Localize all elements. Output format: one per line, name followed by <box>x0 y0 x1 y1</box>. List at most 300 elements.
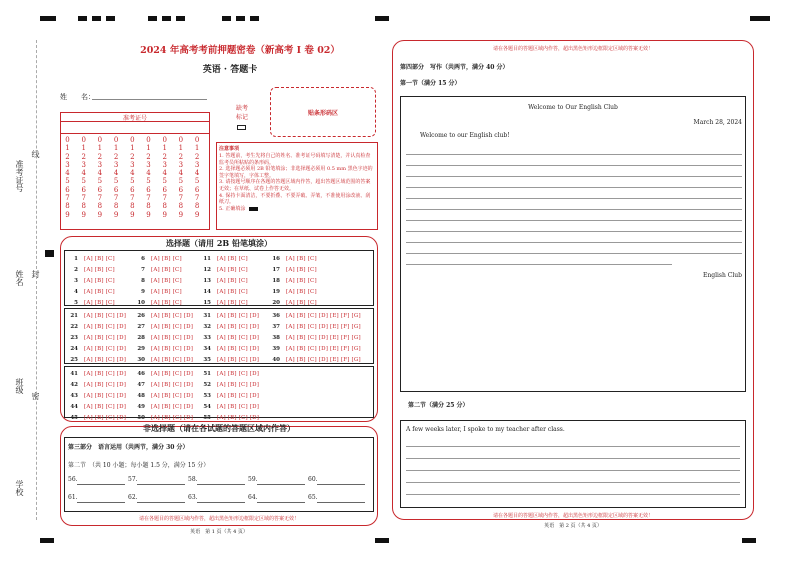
digit-column[interactable] <box>175 136 186 219</box>
mc-question[interactable] <box>133 310 193 321</box>
notice-item: 1. 答题前，考生先将自己的姓名、准考证号码填写清楚，并认真检查监考员所粘贴的条形码。 <box>219 153 371 166</box>
question-number: 27 <box>137 323 145 330</box>
mc-question[interactable] <box>268 253 317 264</box>
digit-bubble[interactable]: 9 <box>65 210 70 219</box>
barcode-label: 贴条形码区 <box>307 110 338 117</box>
reg-mark <box>78 16 87 21</box>
digit-bubble[interactable]: 0 <box>146 136 151 144</box>
writing-line[interactable] <box>406 470 740 471</box>
question-number: 18 <box>272 277 280 284</box>
answer-options[interactable]: [A] [B] [C] <box>84 266 115 273</box>
question-number: 46 <box>137 370 145 377</box>
answer-options[interactable]: [A] [B] [C] <box>286 299 317 306</box>
question-number: 12 <box>203 266 211 273</box>
answer-options[interactable]: [A] [B] [C] [D] <box>217 323 260 330</box>
writing-line[interactable] <box>406 198 742 199</box>
side-label-class: 班级 <box>15 378 24 394</box>
digit-bubble[interactable]: 0 <box>162 136 167 144</box>
answer-options[interactable]: [A] [B] [C] [D] <box>84 345 127 352</box>
digit-bubble[interactable]: 5 <box>178 177 184 186</box>
mc-question[interactable] <box>66 343 126 354</box>
digit-bubble[interactable]: 3 <box>81 160 86 169</box>
mc-question[interactable] <box>199 264 248 275</box>
question-number: 52 <box>203 381 211 388</box>
answer-options[interactable]: [A] [B] [C] <box>151 255 182 262</box>
digit-bubble[interactable]: 1 <box>162 144 167 153</box>
digit-bubble[interactable]: 7 <box>194 194 200 203</box>
digit-column[interactable] <box>127 136 138 219</box>
digit-bubble[interactable]: 0 <box>113 136 119 144</box>
mc-question[interactable] <box>199 297 248 308</box>
answer-options[interactable]: [A] [B] [C] [D] <box>217 403 260 410</box>
digit-bubble[interactable]: 6 <box>130 185 135 194</box>
digit-bubble[interactable]: 6 <box>162 185 167 194</box>
question-number: 32 <box>203 323 211 330</box>
answer-options[interactable]: [A] [B] [C] <box>217 277 248 284</box>
answer-options[interactable]: [A] [B] [C] [D] [E] [F] [G] <box>286 312 361 319</box>
blank-line[interactable] <box>257 484 305 485</box>
mc-question[interactable] <box>133 412 193 423</box>
answer-options[interactable]: [A] [B] [C] <box>151 277 182 284</box>
answer-options[interactable]: [A] [B] [C] <box>84 299 115 306</box>
answer-options[interactable]: [A] [B] [C] <box>217 266 248 273</box>
digit-bubble[interactable]: 1 <box>113 144 119 153</box>
digit-bubble[interactable]: 9 <box>146 210 151 219</box>
answer-options[interactable]: [A] [B] [C] [D] <box>217 345 260 352</box>
digit-bubble[interactable]: 2 <box>178 152 184 161</box>
mc-question[interactable] <box>199 321 259 332</box>
digit-bubble[interactable]: 3 <box>97 160 103 169</box>
mc-question[interactable] <box>199 286 248 297</box>
mc-question[interactable] <box>66 275 115 286</box>
writing-line[interactable] <box>406 242 742 243</box>
mc-question[interactable] <box>199 379 259 390</box>
right-warning-bottom: 请在各题目的答题区域内作答，超出黑色矩形边框限定区域的答案无效！ <box>492 513 653 519</box>
digit-bubble[interactable]: 0 <box>194 136 200 144</box>
right-warning-top: 请在各题目的答题区域内作答，超出黑色矩形边框限定区域的答案无效！ <box>492 46 653 52</box>
mc-question[interactable] <box>268 310 361 321</box>
question-number: 34 <box>203 345 211 352</box>
mc-question[interactable] <box>133 343 193 354</box>
mc-question[interactable] <box>133 264 182 275</box>
digit-bubble[interactable]: 3 <box>162 160 167 169</box>
answer-options[interactable]: [A] [B] [C] <box>151 266 182 273</box>
mc-question[interactable] <box>133 354 193 365</box>
digit-bubble[interactable]: 7 <box>81 194 86 203</box>
question-number: 49 <box>137 403 145 410</box>
answer-options[interactable]: [A] [B] [C] <box>286 277 317 284</box>
digit-bubble[interactable]: 2 <box>113 152 119 161</box>
answer-options[interactable]: [A] [B] [C] [D] <box>217 370 260 377</box>
answer-options[interactable]: [A] [B] [C] [D] <box>84 392 127 399</box>
mc-question[interactable] <box>199 412 259 423</box>
question-number: 50 <box>137 414 145 421</box>
digit-bubble[interactable]: 4 <box>97 169 103 178</box>
digit-bubble[interactable]: 7 <box>130 194 135 203</box>
digit-bubble[interactable]: 7 <box>113 194 119 203</box>
digit-bubble[interactable]: 4 <box>81 169 86 178</box>
mc-question[interactable] <box>66 412 126 423</box>
question-number: 9 <box>141 288 145 295</box>
mc-question[interactable] <box>199 332 259 343</box>
mc-question[interactable] <box>199 368 259 379</box>
digit-bubble[interactable]: 9 <box>97 210 103 219</box>
question-number: 6 <box>141 255 145 262</box>
mc-question[interactable] <box>133 390 193 401</box>
question-number: 55 <box>203 414 211 421</box>
digit-bubble[interactable]: 6 <box>81 185 86 194</box>
digit-bubble[interactable]: 0 <box>130 136 135 144</box>
answer-options[interactable]: [A] [B] [C] [D] <box>151 323 194 330</box>
question-number: 24 <box>70 345 78 352</box>
question-number: 31 <box>203 312 211 319</box>
digit-bubble[interactable]: 8 <box>146 202 151 211</box>
digit-bubble[interactable]: 3 <box>194 160 200 169</box>
digit-bubble[interactable]: 4 <box>65 169 70 178</box>
digit-bubble[interactable]: 8 <box>81 202 86 211</box>
answer-options[interactable]: [A] [B] [C] [D] <box>84 356 127 363</box>
blank-line[interactable] <box>197 484 245 485</box>
digit-bubble[interactable]: 5 <box>81 177 86 186</box>
mc-question[interactable] <box>199 275 248 286</box>
question-number: 29 <box>137 345 145 352</box>
digit-bubble[interactable]: 1 <box>146 144 151 153</box>
mc-question[interactable] <box>66 297 115 308</box>
answer-options[interactable]: [A] [B] [C] [D] <box>151 403 194 410</box>
digit-bubble[interactable]: 2 <box>81 152 86 161</box>
blank-line[interactable] <box>77 502 125 503</box>
question-number: 39 <box>272 345 280 352</box>
reg-mark <box>750 16 770 21</box>
left-footer: 英语 第 1 页（共 4 页） <box>190 529 248 535</box>
blank-line[interactable] <box>77 484 125 485</box>
digit-bubble[interactable]: 3 <box>178 160 184 169</box>
mc-question[interactable] <box>268 332 361 343</box>
answer-options[interactable]: [A] [B] [C] <box>84 255 115 262</box>
digit-bubble[interactable]: 9 <box>81 210 86 219</box>
answer-options[interactable]: [A] [B] [C] [D] <box>217 381 260 388</box>
mc-question[interactable] <box>133 297 182 308</box>
part3-section2: 第二节 （共 10 小题；每小题 1.5 分，满分 15 分） <box>68 462 210 469</box>
digit-column[interactable] <box>94 136 105 219</box>
digit-bubble[interactable]: 9 <box>113 210 119 219</box>
mc-question[interactable] <box>66 332 126 343</box>
digit-bubble[interactable]: 6 <box>65 185 70 194</box>
reg-mark <box>742 538 756 543</box>
mc-question[interactable] <box>133 253 182 264</box>
mc-question[interactable] <box>66 401 126 412</box>
mc-question[interactable] <box>199 354 259 365</box>
digit-bubble[interactable]: 5 <box>113 177 119 186</box>
writing-line[interactable] <box>406 494 740 495</box>
writing-line[interactable] <box>406 458 740 459</box>
writing-line[interactable] <box>406 446 740 447</box>
digit-bubble[interactable]: 9 <box>162 210 167 219</box>
digit-bubble[interactable]: 8 <box>194 202 200 211</box>
answer-options[interactable]: [A] [B] [C] [D] [E] [F] [G] <box>286 356 361 363</box>
question-number: 51 <box>203 370 211 377</box>
mc-question[interactable] <box>133 368 193 379</box>
reg-mark <box>375 538 389 543</box>
digit-bubble[interactable]: 7 <box>146 194 151 203</box>
digit-column[interactable] <box>78 136 89 219</box>
writing-line[interactable] <box>406 231 742 232</box>
answer-options[interactable]: [A] [B] [C] <box>217 255 248 262</box>
answer-options[interactable]: [A] [B] [C] [D] <box>151 312 194 319</box>
digit-bubble[interactable]: 5 <box>146 177 151 186</box>
answer-options[interactable]: [A] [B] [C] [D] <box>217 356 260 363</box>
mc-question[interactable] <box>66 310 126 321</box>
question-number: 4 <box>74 288 78 295</box>
mc-question[interactable] <box>268 286 317 297</box>
answer-options[interactable]: [A] [B] [C] [D] <box>84 403 127 410</box>
digit-bubble[interactable]: 9 <box>178 210 184 219</box>
answer-options[interactable]: [A] [B] [C] [D] <box>84 414 127 421</box>
mc-question[interactable] <box>199 390 259 401</box>
digit-bubble[interactable]: 5 <box>194 177 200 186</box>
answer-options[interactable]: [A] [B] [C] <box>151 288 182 295</box>
answer-options[interactable]: [A] [B] [C] [D] <box>84 334 127 341</box>
digit-bubble[interactable]: 9 <box>194 210 200 219</box>
writing-line[interactable] <box>406 253 742 254</box>
question-number: 43 <box>70 392 78 399</box>
answer-options[interactable]: [A] [B] [C] [D] <box>151 414 194 421</box>
digit-bubble[interactable]: 8 <box>130 202 135 211</box>
side-label-seal: 封 <box>31 270 40 278</box>
notice-item: 4. 保持卡面清洁，不要折叠、不要弄破、弄皱，不准使用涂改液、刮纸刀。 <box>219 192 371 206</box>
digit-bubble[interactable]: 9 <box>130 210 135 219</box>
mc-question[interactable] <box>199 343 259 354</box>
digit-bubble[interactable]: 4 <box>113 169 119 178</box>
digit-bubble[interactable]: 4 <box>130 169 135 178</box>
digit-bubble[interactable]: 3 <box>65 160 70 169</box>
digit-bubble[interactable]: 2 <box>97 152 103 161</box>
binding-line <box>36 40 37 520</box>
digit-bubble[interactable]: 1 <box>194 144 200 153</box>
digit-bubble[interactable]: 7 <box>178 194 184 203</box>
mc-question[interactable] <box>66 321 126 332</box>
writing-line[interactable] <box>406 220 742 221</box>
answer-options[interactable]: [A] [B] [C] <box>286 266 317 273</box>
digit-bubble[interactable]: 8 <box>65 202 70 211</box>
page-subtitle: 英语 · 答题卡 <box>202 65 258 75</box>
answer-options[interactable]: [A] [B] [C] [D] [E] [F] [G] <box>286 334 361 341</box>
digit-bubble[interactable]: 5 <box>65 177 70 186</box>
digit-column[interactable] <box>159 136 170 219</box>
reg-mark <box>375 16 389 21</box>
question-number: 53 <box>203 392 211 399</box>
answer-options[interactable]: [A] [B] [C] [D] <box>151 381 194 388</box>
digit-bubble[interactable]: 0 <box>178 136 184 144</box>
blank-line[interactable] <box>197 502 245 503</box>
digit-bubble[interactable]: 5 <box>130 177 135 186</box>
question-number: 21 <box>70 312 78 319</box>
mc-question[interactable] <box>66 253 115 264</box>
blank-line[interactable] <box>137 502 185 503</box>
answer-options[interactable]: [A] [B] [C] <box>84 288 115 295</box>
digit-bubble[interactable]: 1 <box>65 144 70 153</box>
answer-options[interactable]: [A] [B] [C] [D] <box>151 345 194 352</box>
digit-bubble[interactable]: 6 <box>97 185 103 194</box>
digit-bubble[interactable]: 7 <box>97 194 103 203</box>
digit-bubble[interactable]: 2 <box>146 152 151 161</box>
digit-bubble[interactable]: 5 <box>97 177 103 186</box>
mc-question[interactable] <box>133 321 193 332</box>
mc-question[interactable] <box>66 264 115 275</box>
answer-options[interactable]: [A] [B] [C] [D] <box>151 356 194 363</box>
digit-bubble[interactable]: 3 <box>130 160 135 169</box>
writing-line[interactable] <box>406 209 742 210</box>
digit-bubble[interactable]: 4 <box>162 169 167 178</box>
digit-bubble[interactable]: 5 <box>162 177 167 186</box>
answer-options[interactable]: [A] [B] [C] <box>217 288 248 295</box>
writing-line[interactable] <box>406 264 672 265</box>
mc-question[interactable] <box>133 286 182 297</box>
digit-bubble[interactable]: 4 <box>146 169 151 178</box>
question-number: 14 <box>203 288 211 295</box>
blank-label: 58. <box>188 476 198 483</box>
answer-options[interactable]: [A] [B] [C] [D] <box>217 312 260 319</box>
digit-bubble[interactable]: 7 <box>162 194 167 203</box>
question-number: 2 <box>74 266 78 273</box>
blank-line[interactable] <box>317 484 365 485</box>
digit-bubble[interactable]: 4 <box>194 169 200 178</box>
name-field[interactable] <box>92 99 207 100</box>
writing-line[interactable] <box>406 187 742 188</box>
blank-line[interactable] <box>137 484 185 485</box>
writing-line[interactable] <box>406 176 742 177</box>
question-number: 38 <box>272 334 280 341</box>
digit-bubble[interactable]: 8 <box>97 202 103 211</box>
mc-question[interactable] <box>66 368 126 379</box>
answer-options[interactable]: [A] [B] [C] [D] <box>151 370 194 377</box>
digit-bubble[interactable]: 8 <box>113 202 119 211</box>
digit-column[interactable] <box>192 136 203 219</box>
letter-date: March 28, 2024 <box>693 119 742 126</box>
blank-label: 63. <box>188 494 198 501</box>
digit-bubble[interactable]: 1 <box>97 144 103 153</box>
question-number: 22 <box>70 323 78 330</box>
digit-bubble[interactable]: 2 <box>65 152 70 161</box>
answer-options[interactable]: [A] [B] [C] [D] <box>84 323 127 330</box>
exam-id-write-line <box>60 133 210 134</box>
absent-mark-box[interactable] <box>237 125 246 130</box>
writing-line[interactable] <box>406 154 742 155</box>
mc-question[interactable] <box>268 297 317 308</box>
exam-id-digit-grid[interactable] <box>62 136 208 228</box>
mc-title: 选择题（请用 2B 铅笔填涂） <box>166 238 272 248</box>
digit-bubble[interactable]: 0 <box>65 136 70 144</box>
answer-options[interactable]: [A] [B] [C] [D] <box>217 414 260 421</box>
digit-bubble[interactable]: 6 <box>178 185 184 194</box>
question-number: 5 <box>74 299 78 306</box>
answer-options[interactable]: [A] [B] [C] [D] <box>84 312 127 319</box>
digit-bubble[interactable]: 1 <box>130 144 135 153</box>
digit-bubble[interactable]: 3 <box>113 160 119 169</box>
digit-bubble[interactable]: 8 <box>178 202 184 211</box>
exam-id-header-line <box>60 121 210 122</box>
mc-question[interactable] <box>133 401 193 412</box>
answer-options[interactable]: [A] [B] [C] <box>217 299 248 306</box>
section2-title: 第二节（满分 25 分） <box>408 402 469 409</box>
digit-bubble[interactable]: 3 <box>146 160 151 169</box>
question-number: 45 <box>70 414 78 421</box>
digit-bubble[interactable]: 7 <box>65 194 70 203</box>
question-number: 44 <box>70 403 78 410</box>
digit-bubble[interactable]: 6 <box>113 185 119 194</box>
mc-question[interactable] <box>268 354 361 365</box>
mc-question[interactable] <box>133 332 193 343</box>
digit-bubble[interactable]: 0 <box>97 136 103 144</box>
reg-mark <box>236 16 245 21</box>
digit-bubble[interactable]: 2 <box>162 152 167 161</box>
mc-question[interactable] <box>199 253 248 264</box>
reg-mark <box>250 16 259 21</box>
question-number: 47 <box>137 381 145 388</box>
digit-bubble[interactable]: 6 <box>194 185 200 194</box>
blank-label: 65. <box>308 494 318 501</box>
answer-options[interactable]: [A] [B] [C] [D] <box>151 392 194 399</box>
mc-question[interactable] <box>133 379 193 390</box>
answer-options[interactable]: [A] [B] [C] <box>151 299 182 306</box>
digit-bubble[interactable]: 8 <box>162 202 167 211</box>
answer-options[interactable]: [A] [B] [C] [D] <box>217 392 260 399</box>
mc-question[interactable] <box>66 354 126 365</box>
answer-options[interactable]: [A] [B] [C] <box>286 255 317 262</box>
answer-options[interactable]: [A] [B] [C] [D] [E] [F] [G] <box>286 323 361 330</box>
left-warning: 请在各题目的答题区域内作答，超出黑色矩形边框限定区域的答案无效！ <box>138 516 299 522</box>
digit-column[interactable] <box>111 136 122 219</box>
answer-options[interactable]: [A] [B] [C] [D] <box>217 334 260 341</box>
mc-question[interactable] <box>268 264 317 275</box>
digit-bubble[interactable]: 6 <box>146 185 151 194</box>
blank-label: 64. <box>248 494 258 501</box>
digit-bubble[interactable]: 4 <box>178 169 184 178</box>
digit-bubble[interactable]: 1 <box>81 144 86 153</box>
digit-bubble[interactable]: 0 <box>81 136 86 144</box>
mc-question[interactable] <box>133 275 182 286</box>
answer-options[interactable]: [A] [B] [C] [D] <box>84 370 127 377</box>
essay1-box <box>400 96 746 392</box>
answer-options[interactable]: [A] [B] [C] [D] [E] [F] [G] <box>286 345 361 352</box>
mc-question[interactable] <box>268 321 361 332</box>
answer-options[interactable]: [A] [B] [C] [D] <box>84 381 127 388</box>
digit-column[interactable] <box>143 136 154 219</box>
part3-title: 第三部分 语言运用（共两节，满分 30 分） <box>68 444 189 451</box>
answer-options[interactable]: [A] [B] [C] <box>286 288 317 295</box>
mc-question[interactable] <box>199 310 259 321</box>
mc-question[interactable] <box>268 275 317 286</box>
writing-line[interactable] <box>406 165 742 166</box>
mc-question[interactable] <box>66 390 126 401</box>
answer-options[interactable]: [A] [B] [C] <box>84 277 115 284</box>
answer-options[interactable]: [A] [B] [C] [D] <box>151 334 194 341</box>
digit-bubble[interactable]: 1 <box>178 144 184 153</box>
digit-column[interactable] <box>62 136 73 219</box>
mc-question[interactable] <box>199 401 259 412</box>
digit-bubble[interactable]: 2 <box>130 152 135 161</box>
digit-bubble[interactable]: 2 <box>194 152 200 161</box>
writing-line[interactable] <box>406 482 740 483</box>
mc-question[interactable] <box>268 343 361 354</box>
blank-line[interactable] <box>257 502 305 503</box>
side-label-secret: 密 <box>31 392 40 400</box>
mc-question[interactable] <box>66 286 115 297</box>
notice-item: 2. 选择题必须用 2B 铅笔填涂；非选择题必须用 0.5 mm 黑色字迹的签字笔填写，字体工整。 <box>219 166 373 179</box>
blank-line[interactable] <box>317 502 365 503</box>
mc-question[interactable] <box>66 379 126 390</box>
exam-id-label: 准考证号 <box>122 115 147 122</box>
